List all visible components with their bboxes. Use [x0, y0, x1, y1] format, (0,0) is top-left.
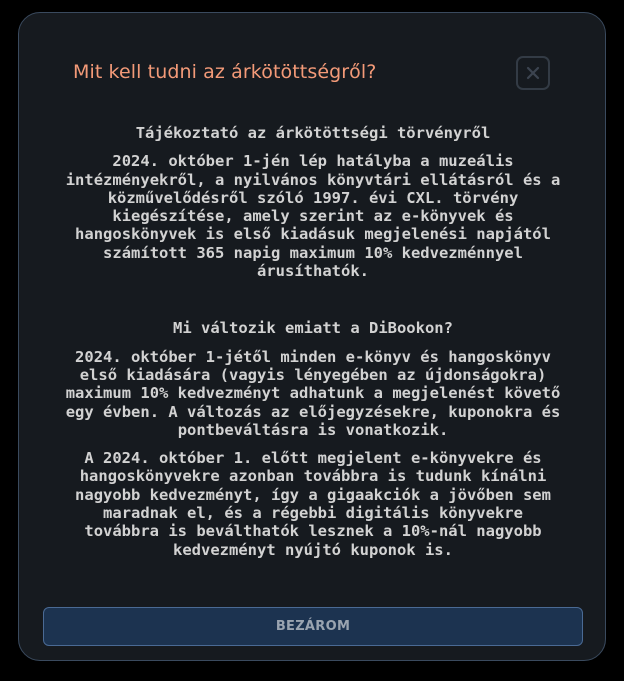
- section-heading-changes: Mi változik emiatt a DiBookon?: [173, 319, 453, 338]
- paragraph-changes-older-books: A 2024. október 1. előtt megjelent e-könyvekre és hangoskönyvekre azonban továbbra is tudunk kínálni nagyobb kedvezményt, így a gigaakciók a jövőben sem maradnak el, és a régebbi digitális könyvekre továbbra is beválthatók lesznek a 10%-nál nagyobb kedvezményt nyújtó kuponok is.: [75, 449, 551, 559]
- close-button[interactable]: [516, 56, 550, 90]
- close-icon: [525, 65, 541, 81]
- section-heading-law: Tájékoztató az árkötöttségi törvényről: [135, 124, 491, 142]
- dialog-title: Mit kell tudni az árkötöttségről?: [73, 61, 377, 83]
- info-dialog: [18, 12, 606, 661]
- confirm-close-button[interactable]: BEZÁROM: [43, 607, 583, 646]
- dialog-content: [19, 124, 607, 559]
- paragraph-changes-discount: 2024. október 1-jétől minden e-könyv és hangoskönyv első kiadására (vagyis lényegében az újdonságokra) maximum 10% kedvezményt adhatunk a megjelenést követő egy évben. A változás az előjegyzésekre, kuponokra és pontbeváltásra is vonatkozik.: [65, 347, 561, 439]
- paragraph-law-info: 2024. október 1-jén lép hatályba a muzeális intézményekről, a nyilvános könyvtári ellátásról és a közművelődésről szóló 1997. évi CXL. törvény kiegészítése, amely szerint az e-könyvek és hangoskönyvek is első kiadásuk megjelenési napjától számított 365 napig maximum 10% kedvezménnyel árusíthatók.: [65, 152, 561, 281]
